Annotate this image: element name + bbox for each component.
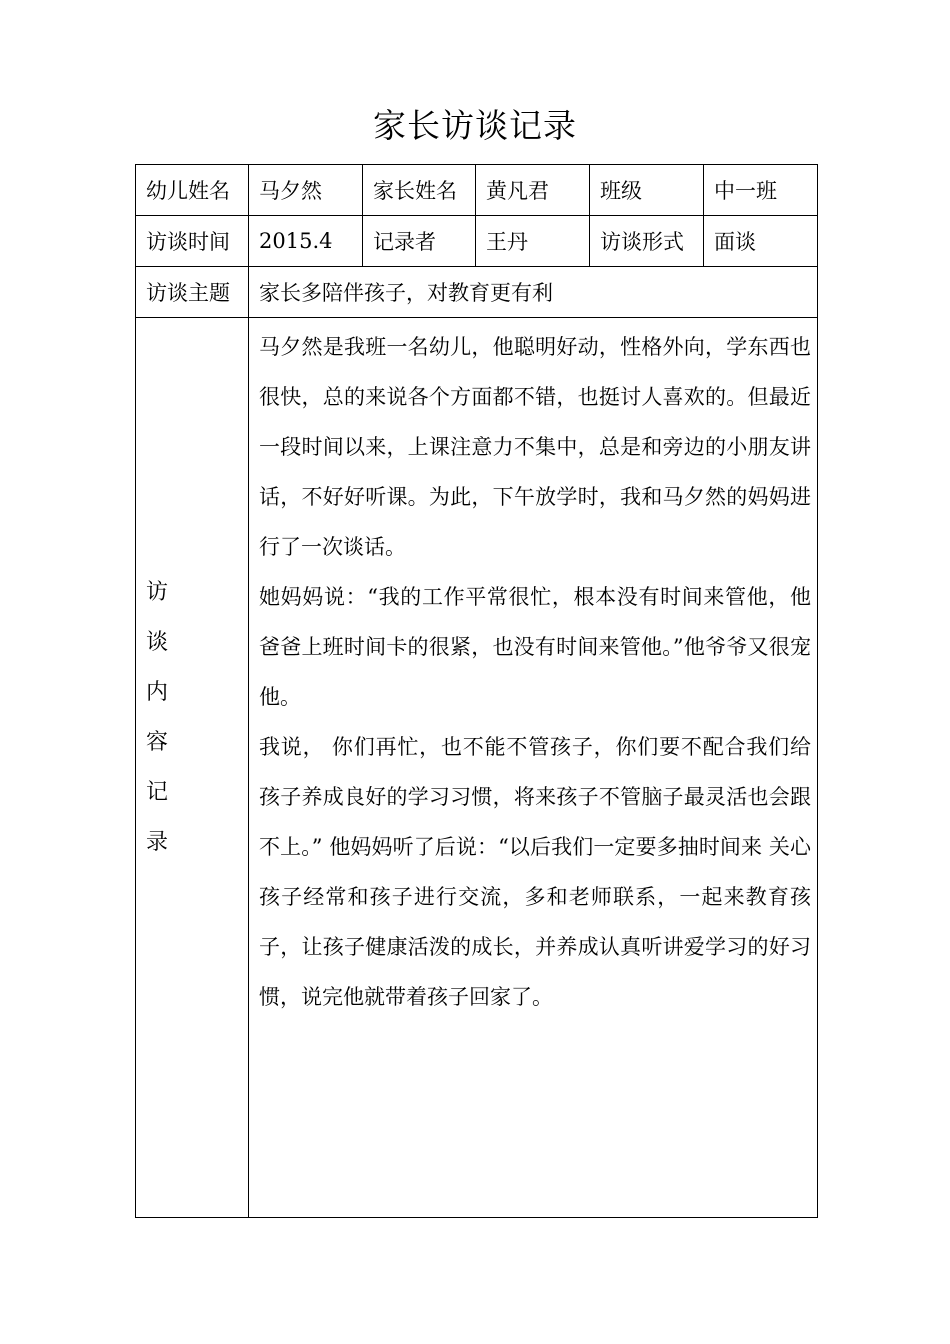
interview-record-table	[135, 164, 818, 1218]
recorder-label: 记录者	[363, 216, 476, 267]
interview-form-label: 访谈形式	[590, 216, 704, 267]
page-title: 家长访谈记录	[373, 106, 577, 145]
interview-topic-value: 家长多陪伴孩子，对教育更有利	[249, 267, 818, 318]
content-paragraph: 马夕然是我班一名幼儿，他聪明好动，性格外向，学东西也很快，总的来说各个方面都不错，也挺讨人喜欢的。但最近一段时间以来，上课注意力不集中，总是和旁边的小朋友讲话，不好好听课。为此，下午放学时，我和马夕然的妈妈进行了一次谈话。	[259, 335, 811, 559]
content-label-char: 谈	[146, 630, 169, 655]
interview-topic-label: 访谈主题	[136, 267, 249, 318]
content-label-cell	[136, 318, 249, 1218]
content-label-char: 录	[146, 830, 169, 855]
table-row-topic	[136, 267, 818, 318]
child-name-label: 幼儿姓名	[136, 165, 249, 216]
content-label-char: 内	[146, 680, 169, 705]
content-label-vertical	[146, 568, 170, 868]
class-label: 班级	[590, 165, 704, 216]
table-row-time	[136, 216, 818, 267]
content-body-cell	[249, 318, 818, 1218]
parent-name-label: 家长姓名	[363, 165, 476, 216]
recorder-value: 王丹	[476, 216, 590, 267]
class-value: 中一班	[704, 165, 818, 216]
content-label-char: 访	[146, 580, 169, 605]
content-paragraph: 她妈妈说：“我的工作平常很忙，根本没有时间来管他，他爸爸上班时间卡的很紧，也没有时间来管他。”他爷爷又很宠他。	[259, 585, 811, 709]
content-label-char: 容	[146, 730, 169, 755]
parent-name-value: 黄凡君	[476, 165, 590, 216]
table-row-content	[136, 318, 818, 1218]
child-name-value: 马夕然	[249, 165, 363, 216]
interview-time-value: 2015.4	[249, 216, 363, 267]
interview-time-label: 访谈时间	[136, 216, 249, 267]
interview-form-value: 面谈	[704, 216, 818, 267]
content-label-char: 记	[146, 780, 169, 805]
table-row-names	[136, 165, 818, 216]
content-paragraph: 我说， 你们再忙，也不能不管孩子，你们要不配合我们给孩子养成良好的学习习惯，将来孩子不管脑子最灵活也会跟不上。” 他妈妈听了后说：“以后我们一定要多抽时间来 关心孩子经常和孩子进行交流，多和老师联系，一起来教育孩子，让孩子健康活泼的成长，并养成认真听讲爱学习的好习惯，说完他就带着孩子回家了。	[259, 735, 811, 1009]
